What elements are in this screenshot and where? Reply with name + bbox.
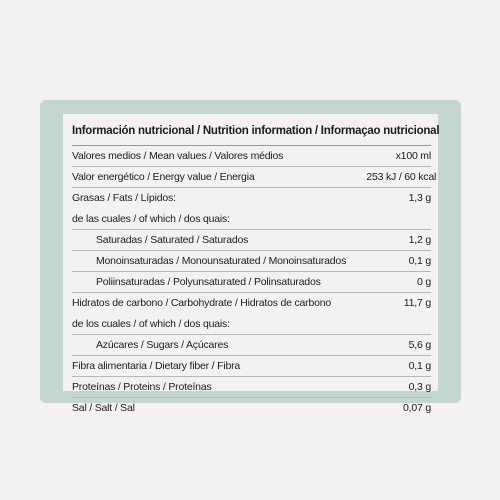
nutrient-value: 0,1 g [366, 250, 431, 271]
nutrient-value: x100 ml [366, 146, 431, 167]
nutrition-label-card [63, 114, 440, 415]
nutrient-value: 0,1 g [366, 355, 431, 376]
nutrient-name: Valor energético / Energy value / Energia [72, 167, 366, 188]
table-row [72, 377, 431, 398]
table-row [72, 188, 431, 209]
table-row [72, 314, 431, 335]
nutrient-name: Poliinsaturadas / Polyunsaturated / Polinsaturados [72, 272, 366, 293]
table-row [72, 167, 431, 188]
nutrient-value: 1,2 g [366, 229, 431, 250]
table-row [72, 293, 431, 314]
nutrient-value: 1,3 g [408, 192, 431, 205]
table-row [72, 209, 431, 230]
nutrition-table [72, 146, 437, 418]
nutrient-value: 0 g [366, 272, 431, 293]
nutrient-name: Valores medios / Mean values / Valores médios [72, 146, 366, 167]
nutrient-value: 5,6 g [366, 334, 431, 355]
nutrient-value [366, 209, 431, 230]
table-row [72, 146, 431, 167]
nutrient-name: Azúcares / Sugars / Açúcares [72, 334, 366, 355]
nutrient-name: de las cuales / of which / dos quais: [72, 209, 366, 230]
nutrient-name: Saturadas / Saturated / Saturados [72, 229, 366, 250]
nutrient-name: Hidratos de carbono / Carbohydrate / Hidratos de carbono [72, 297, 332, 310]
nutrient-value: 0,07 g [403, 402, 431, 415]
table-row [72, 272, 431, 293]
nutrient-name: Fibra alimentaria / Dietary fiber / Fibra [72, 355, 366, 376]
table-row [72, 398, 431, 419]
table-row [72, 250, 431, 271]
nutrient-value [366, 314, 431, 335]
nutrition-label-title: Información nutricional / Nutrition information / Informaçao nutricional [72, 124, 431, 146]
nutrient-name: de los cuales / of which / dos quais: [72, 314, 366, 335]
nutrient-name: Sal / Salt / Sal [72, 402, 135, 415]
nutrient-name: Grasas / Fats / Lípidos: [72, 192, 176, 205]
table-row [72, 229, 431, 250]
table-row [72, 334, 431, 355]
nutrient-value: 11,7 g [403, 297, 431, 310]
nutrient-value: 0,3 g [366, 377, 431, 398]
nutrient-name: Proteínas / Proteins / Proteínas [72, 377, 366, 398]
nutrient-name: Monoinsaturadas / Monounsaturated / Monoinsaturados [72, 250, 366, 271]
table-row [72, 355, 431, 376]
nutrient-value: 253 kJ / 60 kcal [366, 167, 431, 188]
